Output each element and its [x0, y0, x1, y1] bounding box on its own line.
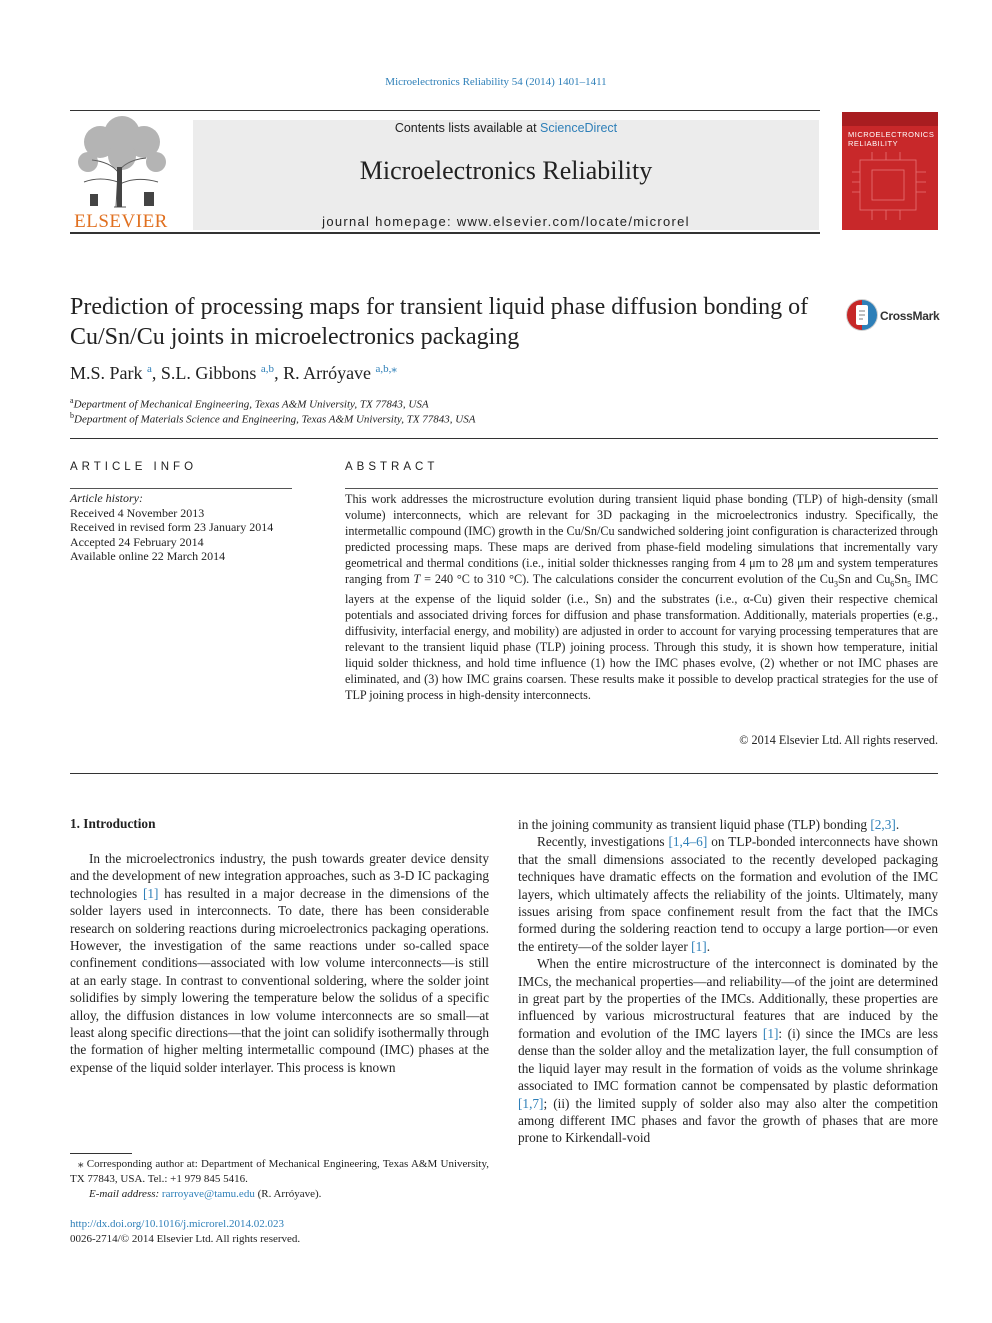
abstract-heading: ABSTRACT	[345, 461, 439, 473]
body-column-left	[70, 850, 489, 1076]
affiliation-b	[70, 411, 475, 426]
doi-link[interactable]: http://dx.doi.org/10.1016/j.microrel.2014.02.023	[70, 1218, 284, 1230]
abstract-end-rule	[70, 773, 938, 774]
affiliation-marker: b	[70, 411, 74, 420]
elsevier-wordmark: ELSEVIER	[74, 211, 168, 232]
corresponding-author-footnote: ⁎ Corresponding author at: Department of Mechanical Engineering, Texas A&M University, TX 77843, USA. Tel.: +1 979 845 5416. E-mail address: rarroyave@tamu.edu (R. Arróyave).	[70, 1158, 489, 1200]
section-heading-introduction: 1. Introduction	[70, 816, 156, 831]
paragraph: When the entire microstructure of the interconnect is dominated by the IMCs, the mechanical properties—and reliability—of the joint are determined in great part by the properties of the IMCs. Additionally, these properties are influenced by various microstructural features that are induced by the formation and evolution of the IMC layers [1]: (i) since the IMCs are less dense than the solder alloy and the metalization layer, the full consumption of the liquid layer may result in the formation of voids as the volume shrinkage associated to IMC formation cannot be compensated by plastic deformation [1,7]; (ii) the limited supply of solder also may also alter the competition among different IMC phases and favor the growth of phases that are more prone to Kirkendall-void	[518, 956, 938, 1146]
author-affiliation-marker[interactable]: a,b,⁎	[375, 363, 397, 375]
homepage-prefix: journal homepage:	[322, 214, 457, 229]
history-online: Available online 22 March 2014	[70, 549, 226, 563]
history-revised: Received in revised form 23 January 2014	[70, 520, 274, 534]
affiliation-text: Department of Mechanical Engineering, Texas A&M University, TX 77843, USA	[73, 398, 429, 411]
journal-citation[interactable]: Microelectronics Reliability 54 (2014) 1401–1411	[385, 76, 607, 88]
article-info-heading: ARTICLE INFO	[70, 461, 198, 473]
author-name[interactable]: R. Arróyave	[283, 363, 372, 383]
article-info-rule	[70, 488, 292, 489]
issn-line: 0026-2714/© 2014 Elsevier Ltd. All rights reserved.	[70, 1233, 301, 1245]
paragraph: in the joining community as transient liquid phase (TLP) bonding [2,3].	[518, 817, 900, 832]
history-received: Received 4 November 2013	[70, 505, 205, 520]
journal-homepage	[193, 214, 819, 229]
author-affiliation-marker[interactable]: a	[147, 363, 152, 375]
citation-link[interactable]: [1,4–6]	[668, 834, 708, 850]
journal-name: Microelectronics Reliability	[359, 156, 653, 185]
author-email-link[interactable]: rarroyave@tamu.edu	[161, 1188, 255, 1200]
article-title: Prediction of processing maps for transient liquid phase diffusion bonding of Cu/Sn/Cu joints in microelectronics packaging	[70, 294, 809, 350]
doi-block	[70, 1217, 300, 1247]
abstract-rule	[345, 488, 938, 489]
crossmark-label[interactable]: CrossMark	[880, 309, 940, 323]
header-rule-bottom	[70, 232, 820, 234]
citation-link[interactable]: [1]	[691, 938, 707, 954]
header-rule-top	[70, 110, 820, 111]
citation-link[interactable]: [1,7]	[518, 1095, 544, 1111]
crossmark-icon	[844, 297, 880, 333]
history-accepted: Accepted 24 February 2014	[70, 534, 204, 549]
citation-link[interactable]: [2,3]	[870, 817, 896, 832]
citation-link[interactable]: [1]	[142, 885, 159, 901]
author-list: M.S. Park $^a$, S.L. Gibbons $^{a,b}$, R. Arróyave $^{a,b,⁎}$	[70, 363, 397, 383]
citation-link[interactable]: [1]	[762, 1025, 779, 1041]
author-name[interactable]: M.S. Park	[70, 363, 143, 383]
abstract-copyright: © 2014 Elsevier Ltd. All rights reserved.	[739, 733, 938, 747]
affiliation-marker: a	[70, 396, 74, 405]
contents-prefix: Contents lists available at	[394, 121, 541, 135]
contents-line	[193, 121, 819, 135]
history-label: Article history:	[70, 491, 143, 505]
author-affiliation-marker[interactable]: a,b	[260, 363, 275, 375]
article-history	[70, 491, 300, 564]
section-rule	[70, 438, 938, 439]
sciencedirect-link[interactable]: ScienceDirect	[540, 121, 618, 135]
homepage-url[interactable]: www.elsevier.com/locate/microrel	[456, 214, 690, 229]
body-column-right	[518, 816, 938, 1147]
abstract-text: This work addresses the microstructure evolution during transient liquid phase bonding (TLP) of high-density (small volume) interconnects, which are relevant for 3D packaging in the microelectronics industry. Specifically, the intermetallic compound (IMC) growth in the Cu/Sn/Cu sandwiched soldering joint configuration is characterized through predicted processing maps. These maps are derived from phase-field modeling simulations that incrementally vary geometrical and thermal conditions (i.e., initial solder thicknesses ranging from 4 μm to 28 μm and system temperatures ranging from T = 240 °C to 310 °C). The calculations consider the concurrent evolution of the $Cu_3Sn$ and $Cu_6Sn_5$ IMC layers at the expense of the liquid solder (i.e., Sn) and the substrates (i.e., α-Cu) given their respective chemical potentials and associated driving forces for diffusion and phase transformation. Additionally, materials properties (e.g., diffusivity, interfacial energy, and mobility) are adjusted in order to account for varying processing temperatures that are relevant to the transient liquid phase (TLP) joining process. Through this study, it is shown how temperature, initial liquid solder thickness, and hold time influence (1) how the IMC phases evolve, (2) whether or not IMC phases are eliminated, and (3) how IMC grains coarsen. These results make it possible to develop practical strategies for the use of TLP joining process in high-density interconnects.	[345, 492, 939, 702]
author-name[interactable]: S.L. Gibbons	[160, 363, 257, 383]
affiliation-text: Department of Materials Science and Engineering, Texas A&M University, TX 77843, USA	[74, 413, 476, 426]
journal-cover-thumbnail[interactable]	[842, 112, 938, 230]
paragraph: In the microelectronics industry, the push towards greater device density and the development of new integration approaches, such as 3-D IC packaging technologies [1] has resulted in a major decrease in the dimensions of the solder layers used in interconnects. To date, there has been considerable research on soldering reactions during microelectronics packaging operations. However, the investigation of the same reactions under so-called space confinement conditions—associated with low volume interconnects—is still at an early stage. In contrast to conventional soldering, where the solder joint solidifies by simply lowering the temperature below the solidus of a specific alloy, the diffusion distances in low volume interconnects are so small—at least along specific directions—that the joint can solidify isothermally through the formation of higher melting intermetallic compound (IMC) phases at the expense of the liquid solder interlayer. This process is known	[70, 851, 489, 1075]
paragraph: Recently, investigations [1,4–6] on TLP-bonded interconnects have shown that the small dimensions associated to the recently developed packaging techniques have dramatic effects on the formation and evolution of the IMC layers, which ultimately affects the reliability of the joints. Ultimately, many issues arising from space confinement result from the fact that the IMCs formed during the soldering reaction tend to occupy a large portion—or even the entirety—of the solder layer [1].	[518, 834, 938, 954]
cover-title: MICROELECTRONICS RELIABILITY	[848, 130, 935, 148]
affiliation-a	[70, 396, 429, 411]
footnote-rule	[70, 1153, 132, 1154]
